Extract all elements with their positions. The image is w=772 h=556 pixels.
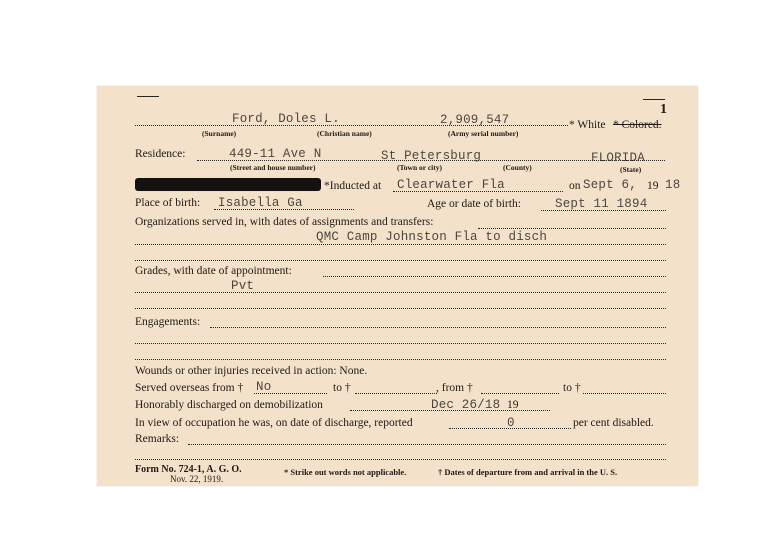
discharge-date: Dec 26/18 [431, 398, 501, 412]
form-date: Nov. 22, 1919. [170, 474, 224, 484]
honorably-discharged-label: Honorably discharged on demobilization [135, 399, 323, 411]
overseas-from2-label: , from † [436, 382, 473, 394]
discharge-year-suffix: 19 [507, 399, 519, 411]
christian-name-caption: (Christian name) [317, 129, 372, 138]
organization-entry: QMC Camp Johnston Fla to disch [316, 230, 548, 244]
organizations-line-1 [478, 228, 666, 229]
remarks-line-1 [188, 444, 666, 445]
organizations-line-2 [135, 244, 666, 245]
birthplace-line [214, 209, 354, 210]
serial-typed: 2,909,547 [440, 113, 510, 127]
birthplace: Isabella Ga [218, 196, 303, 210]
town-caption: (Town or city) [397, 163, 442, 172]
redacted-enlistment-text [135, 178, 321, 191]
remarks-line-2 [135, 459, 666, 460]
engagements-line-2 [135, 343, 666, 344]
grades-line-3 [135, 308, 666, 309]
residence-town: St Petersburg [381, 149, 482, 163]
inducted-date: Sept 6, [583, 178, 637, 192]
dates-note: † Dates of departure from and arrival in the U. S. [438, 467, 618, 477]
discharge-line [350, 410, 550, 411]
overseas-from-value: No [256, 380, 272, 394]
service-record-card [97, 86, 698, 486]
residence-street: 449-11 Ave N [229, 147, 322, 161]
race-white-label: * White [569, 119, 606, 131]
state-caption: (State) [620, 165, 642, 174]
top-right-mark [643, 99, 665, 100]
organizations-line-3 [135, 260, 666, 261]
overseas-to-line [355, 393, 437, 394]
disability-percent: 0 [507, 416, 515, 430]
residence-label: Residence: [135, 148, 186, 160]
engagements-line-1 [210, 327, 666, 328]
residence-line [197, 160, 665, 161]
name-typed: Ford, Doles L. [232, 112, 340, 126]
birthdate: Sept 11 1894 [555, 197, 648, 211]
engagements-line-3 [135, 359, 666, 360]
per-cent-disabled-label: per cent disabled. [573, 417, 654, 429]
overseas-to-label: to † [333, 382, 351, 394]
inducted-place: Clearwater Fla [397, 178, 505, 192]
residence-state: FLORIDA [591, 151, 645, 165]
strike-out-note: * Strike out words not applicable. [284, 467, 407, 477]
inducted-year: 18 [665, 178, 681, 192]
inducted-year-prefix: 19 [647, 180, 659, 192]
wounds-label: Wounds or other injuries received in action: None. [135, 365, 368, 377]
army-serial-caption: (Army serial number) [448, 129, 519, 138]
race-colored-label: * Colored. [613, 119, 662, 131]
birthdate-line [541, 210, 666, 211]
overseas-to2-label: to † [563, 382, 581, 394]
top-left-mark [137, 96, 159, 97]
served-overseas-label: Served overseas from † [135, 382, 244, 394]
organizations-label: Organizations served in, with dates of assignments and transfers: [135, 216, 434, 228]
place-of-birth-label: Place of birth: [135, 197, 201, 209]
disability-line [449, 428, 571, 429]
grades-line-1 [323, 276, 666, 277]
engagements-label: Engagements: [135, 316, 201, 328]
age-dob-label: Age or date of birth: [427, 198, 521, 210]
overseas-to2-line [583, 393, 666, 394]
surname-caption: (Surname) [202, 129, 237, 138]
remarks-label: Remarks: [135, 433, 180, 445]
grades-label: Grades, with date of appointment: [135, 265, 292, 277]
inducted-label: *Inducted at [324, 180, 382, 192]
on-label: on [569, 180, 581, 192]
grades-line-2 [135, 292, 666, 293]
occupation-label: In view of occupation he was, on date of discharge, reported [135, 417, 413, 429]
grade-entry: Pvt [231, 279, 255, 293]
name-line [135, 125, 568, 126]
street-caption: (Street and house number) [230, 163, 316, 172]
inducted-place-line [393, 191, 563, 192]
form-number: Form No. 724-1, A. G. O. [135, 464, 242, 475]
card-number: 1 [660, 102, 667, 117]
overseas-from-line [254, 393, 327, 394]
county-caption: (County) [503, 163, 532, 172]
overseas-from2-line [481, 393, 559, 394]
